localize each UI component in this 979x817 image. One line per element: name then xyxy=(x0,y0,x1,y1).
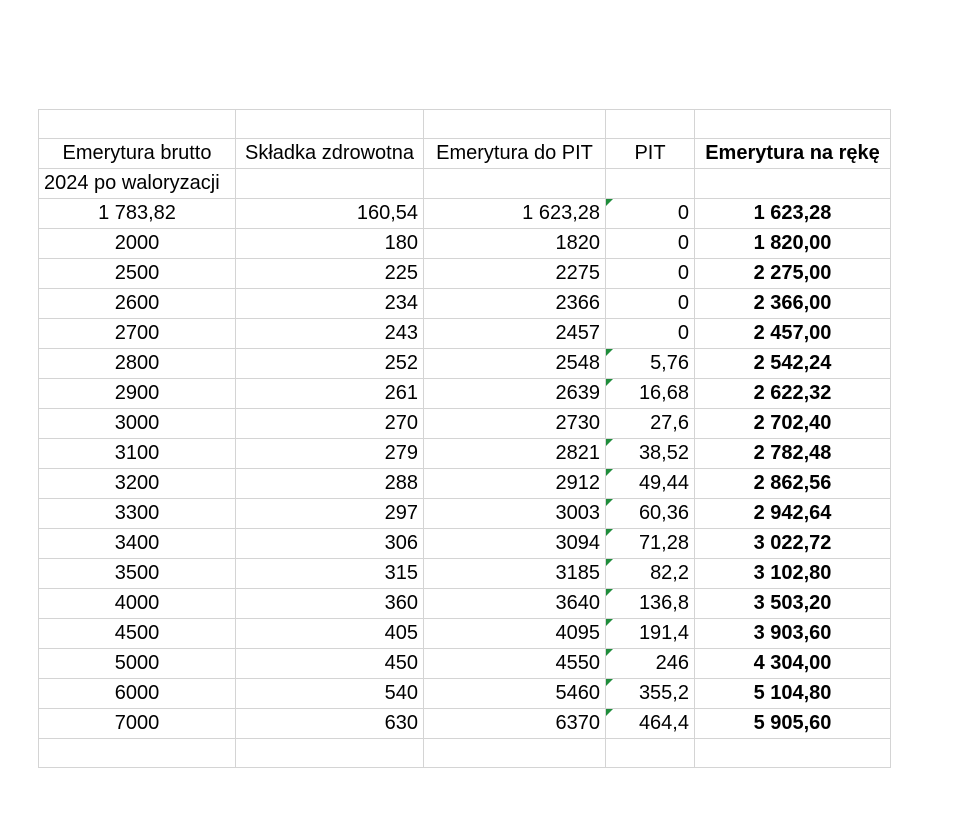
cell-pit[interactable] xyxy=(606,379,695,409)
cell-pit[interactable]: 0 xyxy=(606,319,695,349)
cell-skladka-zdrowotna[interactable]: 288 xyxy=(236,469,424,499)
empty-cell[interactable] xyxy=(424,739,606,768)
cell-value: 60,36 xyxy=(638,502,689,524)
table-row xyxy=(39,529,891,559)
number-as-text-indicator-icon xyxy=(606,709,613,716)
cell-skladka-zdrowotna[interactable]: 306 xyxy=(236,529,424,559)
header-emerytura-do-pit[interactable]: Emerytura do PIT xyxy=(424,139,606,169)
cell-emerytura-brutto[interactable]: 6000 xyxy=(39,679,236,709)
cell-pit[interactable] xyxy=(606,709,695,739)
empty-row-top xyxy=(39,110,891,139)
cell-emerytura-brutto[interactable]: 3300 xyxy=(39,499,236,529)
cell-value: 5,76 xyxy=(650,352,689,374)
cell-emerytura-na-reke[interactable]: 3 503,20 xyxy=(695,589,891,619)
cell-value: 71,28 xyxy=(638,532,689,554)
cell-emerytura-na-reke[interactable]: 4 304,00 xyxy=(695,649,891,679)
cell-emerytura-do-pit[interactable]: 3640 xyxy=(424,589,606,619)
cell-skladka-zdrowotna[interactable]: 270 xyxy=(236,409,424,439)
table-row xyxy=(39,439,891,469)
cell-emerytura-na-reke[interactable]: 1 623,28 xyxy=(695,199,891,229)
number-as-text-indicator-icon xyxy=(606,469,613,476)
cell-emerytura-do-pit[interactable]: 2730 xyxy=(424,409,606,439)
cell-emerytura-na-reke[interactable]: 2 275,00 xyxy=(695,259,891,289)
header-row xyxy=(39,139,891,169)
cell-skladka-zdrowotna[interactable]: 450 xyxy=(236,649,424,679)
spreadsheet-table xyxy=(38,109,891,768)
cell-emerytura-do-pit[interactable]: 3094 xyxy=(424,529,606,559)
cell-pit[interactable] xyxy=(606,619,695,649)
number-as-text-indicator-icon xyxy=(606,559,613,566)
empty-cell[interactable] xyxy=(236,110,424,139)
cell-pit[interactable]: 0 xyxy=(606,259,695,289)
cell-pit[interactable] xyxy=(606,559,695,589)
cell-emerytura-brutto[interactable]: 3400 xyxy=(39,529,236,559)
table-row xyxy=(39,199,891,229)
cell-emerytura-brutto[interactable]: 5000 xyxy=(39,649,236,679)
empty-cell[interactable] xyxy=(606,739,695,768)
table-row xyxy=(39,379,891,409)
cell-value: 38,52 xyxy=(638,442,689,464)
header-emerytura-na-reke[interactable]: Emerytura na rękę xyxy=(695,139,891,169)
cell-pit[interactable] xyxy=(606,499,695,529)
cell-value: 246 xyxy=(655,652,689,674)
cell-skladka-zdrowotna[interactable]: 315 xyxy=(236,559,424,589)
number-as-text-indicator-icon xyxy=(606,619,613,626)
subheader-row xyxy=(39,169,891,199)
empty-cell[interactable] xyxy=(695,110,891,139)
cell-emerytura-na-reke[interactable]: 3 102,80 xyxy=(695,559,891,589)
empty-row-bottom xyxy=(39,739,891,768)
cell-emerytura-do-pit[interactable]: 2548 xyxy=(424,349,606,379)
cell-emerytura-brutto[interactable]: 2900 xyxy=(39,379,236,409)
cell-value: 82,2 xyxy=(650,562,689,584)
cell-pit[interactable] xyxy=(606,349,695,379)
cell-emerytura-do-pit[interactable]: 2639 xyxy=(424,379,606,409)
cell-skladka-zdrowotna[interactable]: 180 xyxy=(236,229,424,259)
cell-emerytura-do-pit[interactable]: 6370 xyxy=(424,709,606,739)
cell-skladka-zdrowotna[interactable]: 405 xyxy=(236,619,424,649)
table-row xyxy=(39,589,891,619)
header-pit[interactable]: PIT xyxy=(606,139,695,169)
cell-emerytura-do-pit[interactable]: 2821 xyxy=(424,439,606,469)
table-row xyxy=(39,649,891,679)
cell-emerytura-na-reke[interactable]: 2 457,00 xyxy=(695,319,891,349)
empty-cell[interactable] xyxy=(424,110,606,139)
header-skladka-zdrowotna[interactable]: Składka zdrowotna xyxy=(236,139,424,169)
number-as-text-indicator-icon xyxy=(606,679,613,686)
table-row xyxy=(39,499,891,529)
cell-value: 16,68 xyxy=(638,382,689,404)
cell-pit[interactable] xyxy=(606,199,695,229)
number-as-text-indicator-icon xyxy=(606,439,613,446)
cell-pit[interactable]: 0 xyxy=(606,229,695,259)
number-as-text-indicator-icon xyxy=(606,529,613,536)
cell-emerytura-brutto[interactable]: 7000 xyxy=(39,709,236,739)
table-row xyxy=(39,619,891,649)
cell-emerytura-brutto[interactable]: 3200 xyxy=(39,469,236,499)
cell-emerytura-do-pit[interactable]: 3185 xyxy=(424,559,606,589)
cell-emerytura-do-pit[interactable]: 2457 xyxy=(424,319,606,349)
cell-skladka-zdrowotna[interactable]: 630 xyxy=(236,709,424,739)
number-as-text-indicator-icon xyxy=(606,589,613,596)
cell-emerytura-do-pit[interactable]: 4550 xyxy=(424,649,606,679)
cell-emerytura-na-reke[interactable]: 2 702,40 xyxy=(695,409,891,439)
cell-emerytura-do-pit[interactable]: 3003 xyxy=(424,499,606,529)
cell-pit[interactable] xyxy=(606,589,695,619)
cell-emerytura-na-reke[interactable]: 2 862,56 xyxy=(695,469,891,499)
cell-pit[interactable]: 27,6 xyxy=(606,409,695,439)
cell-emerytura-brutto[interactable]: 3500 xyxy=(39,559,236,589)
cell-pit[interactable] xyxy=(606,679,695,709)
empty-cell[interactable] xyxy=(606,110,695,139)
number-as-text-indicator-icon xyxy=(606,649,613,656)
table-row xyxy=(39,409,891,439)
subheader-waloryzacja[interactable]: 2024 po waloryzacji xyxy=(39,169,236,199)
cell-emerytura-na-reke[interactable]: 1 820,00 xyxy=(695,229,891,259)
cell-emerytura-brutto[interactable]: 4500 xyxy=(39,619,236,649)
table-row xyxy=(39,229,891,259)
cell-skladka-zdrowotna[interactable]: 540 xyxy=(236,679,424,709)
empty-cell[interactable] xyxy=(236,739,424,768)
table-row xyxy=(39,679,891,709)
cell-emerytura-do-pit[interactable]: 4095 xyxy=(424,619,606,649)
cell-pit[interactable] xyxy=(606,529,695,559)
cell-emerytura-do-pit[interactable]: 5460 xyxy=(424,679,606,709)
cell-emerytura-brutto[interactable]: 2500 xyxy=(39,259,236,289)
cell-pit[interactable] xyxy=(606,469,695,499)
table-row xyxy=(39,559,891,589)
cell-emerytura-na-reke[interactable]: 5 905,60 xyxy=(695,709,891,739)
cell-emerytura-na-reke[interactable]: 2 366,00 xyxy=(695,289,891,319)
cell-value: 0 xyxy=(677,202,689,224)
cell-value: 136,8 xyxy=(638,592,689,614)
cell-skladka-zdrowotna[interactable]: 234 xyxy=(236,289,424,319)
cell-emerytura-brutto[interactable]: 1 783,82 xyxy=(39,199,236,229)
table-row xyxy=(39,319,891,349)
cell-emerytura-brutto[interactable]: 4000 xyxy=(39,589,236,619)
cell-value: 49,44 xyxy=(638,472,689,494)
cell-value: 464,4 xyxy=(638,712,689,734)
cell-emerytura-na-reke[interactable]: 3 022,72 xyxy=(695,529,891,559)
cell-emerytura-na-reke[interactable]: 2 942,64 xyxy=(695,499,891,529)
header-emerytura-brutto[interactable]: Emerytura brutto xyxy=(39,139,236,169)
cell-skladka-zdrowotna[interactable]: 297 xyxy=(236,499,424,529)
empty-cell[interactable] xyxy=(236,169,424,199)
table-row xyxy=(39,259,891,289)
cell-emerytura-brutto[interactable]: 2700 xyxy=(39,319,236,349)
number-as-text-indicator-icon xyxy=(606,499,613,506)
cell-emerytura-brutto[interactable]: 2600 xyxy=(39,289,236,319)
cell-skladka-zdrowotna[interactable]: 243 xyxy=(236,319,424,349)
table-row xyxy=(39,349,891,379)
cell-skladka-zdrowotna[interactable]: 261 xyxy=(236,379,424,409)
number-as-text-indicator-icon xyxy=(606,349,613,356)
cell-emerytura-na-reke[interactable]: 2 782,48 xyxy=(695,439,891,469)
cell-emerytura-na-reke[interactable]: 5 104,80 xyxy=(695,679,891,709)
cell-emerytura-do-pit[interactable]: 2366 xyxy=(424,289,606,319)
empty-cell[interactable] xyxy=(39,739,236,768)
cell-emerytura-na-reke[interactable]: 3 903,60 xyxy=(695,619,891,649)
empty-cell[interactable] xyxy=(424,169,606,199)
cell-skladka-zdrowotna[interactable]: 360 xyxy=(236,589,424,619)
cell-pit[interactable] xyxy=(606,439,695,469)
cell-emerytura-brutto[interactable]: 3000 xyxy=(39,409,236,439)
cell-emerytura-brutto[interactable]: 2000 xyxy=(39,229,236,259)
cell-value: 191,4 xyxy=(638,622,689,644)
number-as-text-indicator-icon xyxy=(606,199,613,206)
empty-cell[interactable] xyxy=(39,110,236,139)
empty-cell[interactable] xyxy=(695,169,891,199)
cell-emerytura-do-pit[interactable]: 2275 xyxy=(424,259,606,289)
cell-emerytura-do-pit[interactable]: 1820 xyxy=(424,229,606,259)
cell-emerytura-na-reke[interactable]: 2 622,32 xyxy=(695,379,891,409)
cell-skladka-zdrowotna[interactable]: 252 xyxy=(236,349,424,379)
cell-pit[interactable] xyxy=(606,649,695,679)
empty-cell[interactable] xyxy=(695,739,891,768)
cell-emerytura-brutto[interactable]: 2800 xyxy=(39,349,236,379)
cell-emerytura-do-pit[interactable]: 1 623,28 xyxy=(424,199,606,229)
cell-skladka-zdrowotna[interactable]: 225 xyxy=(236,259,424,289)
cell-pit[interactable]: 0 xyxy=(606,289,695,319)
cell-emerytura-do-pit[interactable]: 2912 xyxy=(424,469,606,499)
table-row xyxy=(39,469,891,499)
table-row xyxy=(39,289,891,319)
cell-emerytura-brutto[interactable]: 3100 xyxy=(39,439,236,469)
empty-cell[interactable] xyxy=(606,169,695,199)
number-as-text-indicator-icon xyxy=(606,379,613,386)
cell-value: 355,2 xyxy=(638,682,689,704)
table-row xyxy=(39,709,891,739)
cell-skladka-zdrowotna[interactable]: 279 xyxy=(236,439,424,469)
cell-emerytura-na-reke[interactable]: 2 542,24 xyxy=(695,349,891,379)
cell-skladka-zdrowotna[interactable]: 160,54 xyxy=(236,199,424,229)
